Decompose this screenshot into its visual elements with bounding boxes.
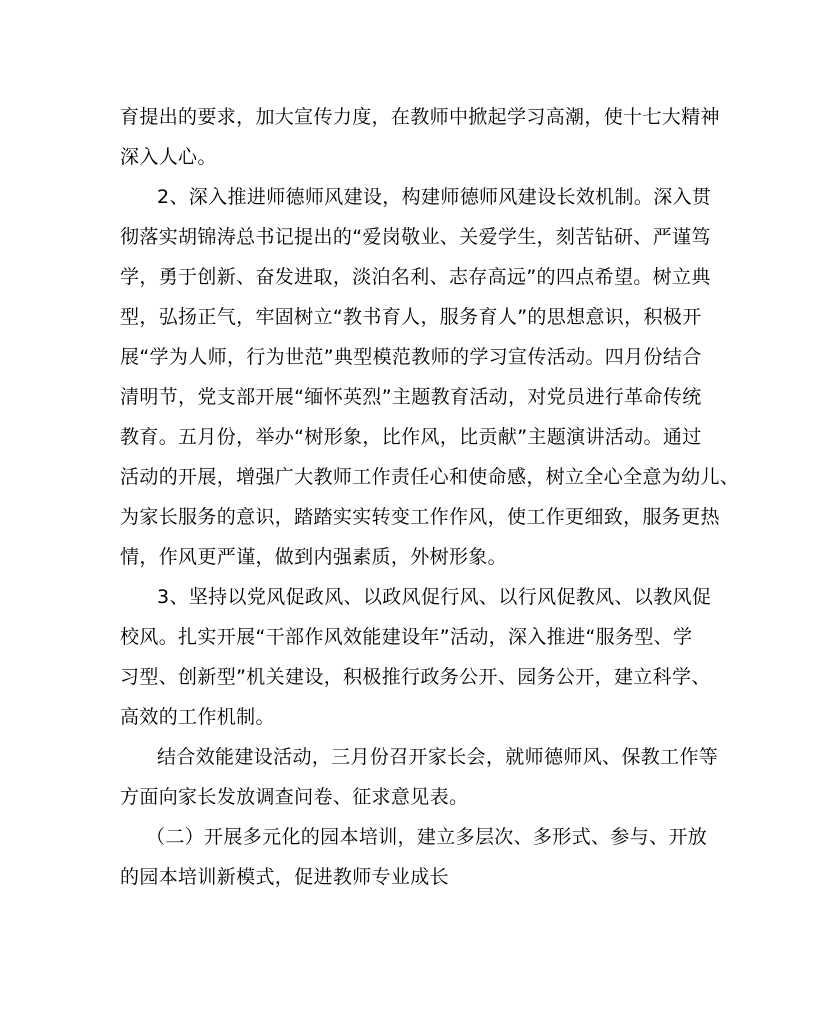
text-line: 2、深入推进师德师风建设，构建师德师风建设长效机制。深入贯 bbox=[157, 186, 712, 208]
text-line: 展“学为人师，行为世范”典型模范教师的学习宣传活动。四月份结合 bbox=[120, 346, 702, 368]
text-line: 育提出的要求，加大宣传力度，在教师中掀起学习高潮，使十七大精神 bbox=[120, 106, 720, 128]
text-line: 校风。扎实开展“干部作风效能建设年”活动，深入推进“服务型、学 bbox=[120, 626, 693, 648]
text-line: 结合效能建设活动，三月份召开家长会，就师德师风、保教工作等 bbox=[157, 746, 719, 768]
text-line: 3、坚持以党风促政风、以政风促行风、以行风促教风、以教风促 bbox=[157, 586, 712, 608]
text-line: 为家长服务的意识，踏踏实实转变工作作风，使工作更细致，服务更热 bbox=[120, 506, 720, 528]
text-line: 清明节，党支部开展“缅怀英烈”主题教育活动，对党员进行革命传统 bbox=[120, 386, 702, 408]
text-line: 高效的工作机制。 bbox=[120, 706, 275, 728]
text-line: 学，勇于创新、奋发进取，淡泊名利、志存高远”的四点希望。树立典 bbox=[120, 266, 711, 288]
text-line: 型，弘扬正气，牢固树立“教书育人，服务育人”的思想意识，积极开 bbox=[120, 306, 702, 328]
text-line: 的园本培训新模式，促进教师专业成长 bbox=[120, 866, 449, 888]
text-line: 彻落实胡锦涛总书记提出的“爱岗敬业、关爱学生，刻苦钻研、严谨笃 bbox=[120, 226, 711, 248]
text-line: （二）开展多元化的园本培训，建立多层次、多形式、参与、开放 bbox=[146, 826, 708, 848]
text-line: 教育。五月份，举办“树形象，比作风，比贡献”主题演讲活动。通过 bbox=[120, 426, 702, 448]
text-line: 活动的开展，增强广大教师工作责任心和使命感，树立全心全意为幼儿、 bbox=[120, 466, 740, 488]
text-line: 情，作风更严谨，做到内强素质，外树形象。 bbox=[120, 546, 508, 568]
text-line: 深入人心。 bbox=[120, 146, 217, 168]
text-line: 习型、创新型”机关建设，积极推行政务公开、园务公开，建立科学、 bbox=[120, 666, 711, 688]
text-line: 方面向家长发放调查问卷、征求意见表。 bbox=[120, 786, 469, 808]
